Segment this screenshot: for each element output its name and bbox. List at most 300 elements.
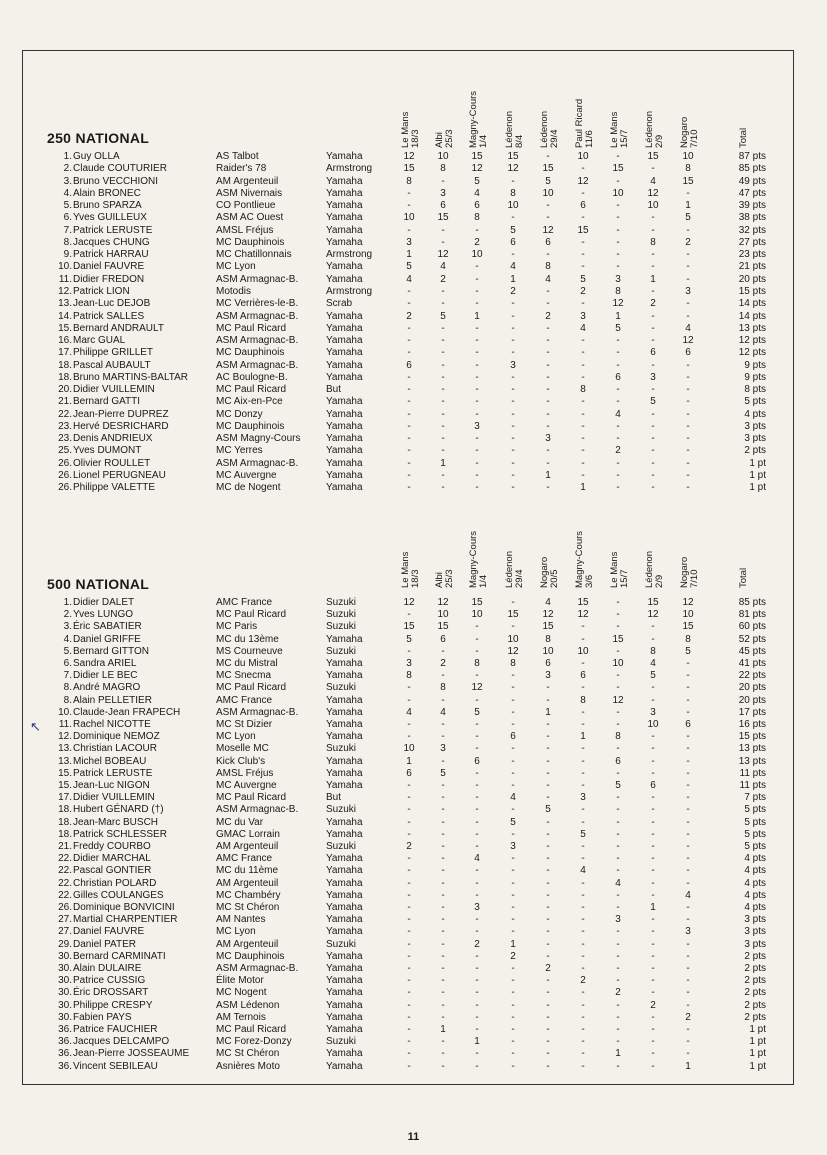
- rider-name-cell: Pascal AUBAULT: [73, 359, 151, 371]
- score-cell: -: [475, 633, 479, 645]
- score-cell: -: [407, 609, 411, 621]
- table-row: [22, 682, 794, 694]
- total-cell: 5 pts: [744, 396, 766, 408]
- rider-name-cell: Daniel FAUVRE: [73, 926, 145, 938]
- rank-cell: 15.: [58, 322, 72, 334]
- score-cell: 4: [615, 408, 621, 420]
- score-cell: -: [686, 658, 690, 669]
- score-cell: -: [651, 853, 655, 865]
- score-cell: -: [511, 1024, 515, 1035]
- score-cell: -: [407, 347, 411, 359]
- table-row: [22, 249, 794, 261]
- race-column-header: Nogaro 7/10: [679, 116, 700, 148]
- total-cell: 3 pts: [744, 433, 766, 445]
- rider-name-cell: Patrick LERUSTE: [73, 767, 153, 779]
- score-cell: 6: [685, 719, 691, 730]
- make-cell: Yamaha: [326, 865, 363, 877]
- rank-cell: 30.: [58, 963, 72, 974]
- rank-cell: 13.: [58, 298, 72, 310]
- rider-name-cell: Daniel FAUVRE: [73, 261, 145, 273]
- score-cell: 4: [474, 853, 480, 865]
- club-cell: AMC France: [216, 597, 273, 608]
- rank-cell: 13.: [58, 755, 72, 767]
- rider-name-cell: Patrick LERUSTE: [73, 224, 153, 236]
- score-cell: -: [616, 938, 620, 950]
- score-cell: -: [511, 975, 515, 987]
- score-cell: -: [581, 1048, 585, 1060]
- rider-name-cell: Jean-Marc BUSCH: [73, 816, 159, 828]
- rider-name-cell: Didier DALET: [73, 597, 135, 608]
- club-cell: MC St Chéron: [216, 902, 280, 913]
- score-cell: 10: [577, 645, 589, 657]
- score-cell: -: [546, 719, 550, 730]
- rider-name-cell: Guy OLLA: [73, 151, 120, 162]
- score-cell: -: [475, 1048, 479, 1060]
- score-cell: -: [686, 902, 690, 913]
- score-cell: -: [441, 384, 445, 396]
- score-cell: -: [616, 335, 620, 347]
- score-cell: 4: [440, 706, 446, 718]
- score-cell: 3: [406, 658, 412, 669]
- score-cell: -: [546, 682, 550, 694]
- score-cell: -: [651, 1011, 655, 1023]
- score-cell: -: [616, 853, 620, 865]
- score-cell: -: [407, 396, 411, 408]
- table-row: [22, 335, 794, 347]
- score-cell: -: [651, 621, 655, 633]
- score-cell: -: [475, 371, 479, 383]
- score-cell: -: [546, 408, 550, 420]
- rider-name-cell: Bernard CARMINATI: [73, 950, 166, 962]
- score-cell: -: [581, 938, 585, 950]
- score-cell: 10: [507, 633, 519, 645]
- score-cell: -: [546, 865, 550, 877]
- score-cell: 12: [403, 597, 415, 608]
- rank-cell: 14.: [58, 310, 72, 322]
- rank-cell: 8.: [63, 236, 72, 248]
- table-row: [22, 987, 794, 999]
- rank-cell: 26.: [58, 902, 72, 913]
- score-cell: 6: [580, 670, 586, 682]
- score-cell: 5: [650, 396, 656, 408]
- score-cell: -: [686, 470, 690, 482]
- total-cell: 39 pts: [738, 200, 766, 212]
- club-cell: MC du 11ème: [216, 865, 279, 877]
- score-cell: -: [686, 987, 690, 999]
- score-cell: 5: [685, 212, 691, 224]
- score-cell: 5: [406, 261, 412, 273]
- score-cell: -: [475, 359, 479, 371]
- total-cell: 22 pts: [738, 670, 766, 682]
- make-cell: Yamaha: [326, 310, 363, 322]
- score-cell: -: [407, 694, 411, 706]
- rider-name-cell: Bruno VECCHIONI: [73, 175, 159, 187]
- score-cell: -: [407, 470, 411, 482]
- make-cell: Yamaha: [326, 975, 363, 987]
- score-cell: 2: [474, 938, 480, 950]
- rider-name-cell: Hervé DESRICHARD: [73, 420, 169, 432]
- total-cell: 5 pts: [744, 816, 766, 828]
- score-cell: -: [407, 963, 411, 974]
- score-cell: -: [651, 731, 655, 743]
- score-cell: -: [651, 975, 655, 987]
- score-cell: 4: [510, 261, 516, 273]
- score-cell: -: [511, 719, 515, 730]
- score-cell: -: [651, 212, 655, 224]
- rider-name-cell: Didier MARCHAL: [73, 853, 151, 865]
- score-cell: 12: [577, 175, 589, 187]
- club-cell: AMC France: [216, 694, 273, 706]
- score-cell: 6: [685, 347, 691, 359]
- rank-cell: 4.: [63, 187, 72, 199]
- score-cell: 10: [682, 151, 694, 162]
- score-cell: 12: [403, 151, 415, 162]
- score-cell: 8: [685, 633, 691, 645]
- score-cell: -: [651, 420, 655, 432]
- score-cell: -: [407, 1024, 411, 1035]
- score-cell: 8: [580, 694, 586, 706]
- score-cell: -: [581, 816, 585, 828]
- score-cell: 15: [612, 633, 624, 645]
- table-row: [22, 597, 794, 609]
- table-row: [22, 975, 794, 987]
- rank-cell: 4.: [63, 633, 72, 645]
- score-cell: -: [651, 914, 655, 926]
- score-cell: -: [581, 999, 585, 1011]
- score-cell: 10: [612, 187, 624, 199]
- score-cell: -: [407, 902, 411, 913]
- score-cell: 10: [471, 249, 483, 261]
- score-cell: 1: [650, 273, 656, 285]
- score-cell: 15: [403, 163, 415, 175]
- total-cell: 15 pts: [738, 285, 766, 297]
- score-cell: -: [616, 261, 620, 273]
- score-cell: 15: [682, 175, 694, 187]
- score-cell: -: [511, 298, 515, 310]
- rank-cell: 6.: [63, 658, 72, 669]
- score-cell: -: [475, 877, 479, 889]
- rank-cell: 10.: [58, 261, 72, 273]
- score-cell: -: [511, 396, 515, 408]
- rider-name-cell: Patrick HARRAU: [73, 249, 149, 261]
- rider-name-cell: Jean-Luc NIGON: [73, 780, 150, 791]
- make-cell: Yamaha: [326, 470, 363, 482]
- score-cell: -: [686, 743, 690, 755]
- score-cell: 15: [471, 151, 483, 162]
- score-cell: -: [475, 719, 479, 730]
- rider-name-cell: Christian LACOUR: [73, 743, 157, 755]
- score-cell: 8: [510, 187, 516, 199]
- score-cell: -: [616, 645, 620, 657]
- score-cell: -: [616, 926, 620, 938]
- club-cell: AMSL Fréjus: [216, 767, 274, 779]
- score-cell: -: [546, 335, 550, 347]
- rider-name-cell: Didier VUILLEMIN: [73, 384, 155, 396]
- score-cell: -: [511, 694, 515, 706]
- score-cell: 8: [474, 658, 480, 669]
- club-cell: MC Snecma: [216, 670, 272, 682]
- score-cell: 15: [542, 621, 554, 633]
- score-cell: 2: [406, 841, 412, 852]
- rank-cell: 22.: [58, 408, 72, 420]
- make-cell: Yamaha: [326, 926, 363, 938]
- make-cell: Yamaha: [326, 224, 363, 236]
- club-cell: MC Aix-en-Pce: [216, 396, 283, 408]
- rank-cell: 23.: [58, 420, 72, 432]
- score-cell: 12: [471, 682, 483, 694]
- rank-cell: 30.: [58, 975, 72, 987]
- score-cell: 10: [437, 151, 449, 162]
- score-cell: 8: [685, 163, 691, 175]
- score-cell: 8: [545, 261, 551, 273]
- score-cell: -: [581, 767, 585, 779]
- rank-cell: 18.: [58, 816, 72, 828]
- score-cell: -: [475, 792, 479, 804]
- rider-name-cell: Bruno SPARZA: [73, 200, 142, 212]
- score-cell: -: [616, 1011, 620, 1023]
- rank-cell: 23.: [58, 433, 72, 445]
- club-cell: Élite Motor: [216, 975, 264, 987]
- score-cell: -: [651, 457, 655, 469]
- score-cell: 1: [406, 249, 412, 261]
- score-cell: -: [581, 853, 585, 865]
- make-cell: Yamaha: [326, 706, 363, 718]
- score-cell: -: [511, 743, 515, 755]
- table-row: [22, 482, 794, 494]
- club-cell: ASM Armagnac-B.: [216, 804, 299, 816]
- make-cell: Yamaha: [326, 212, 363, 224]
- score-cell: 5: [406, 633, 412, 645]
- rank-cell: 29.: [58, 938, 72, 950]
- score-cell: 2: [685, 1011, 691, 1023]
- table-row: [22, 274, 794, 286]
- score-cell: -: [441, 731, 445, 743]
- score-cell: 15: [542, 163, 554, 175]
- score-cell: -: [441, 396, 445, 408]
- score-cell: -: [581, 963, 585, 974]
- score-cell: -: [546, 938, 550, 950]
- total-cell: 32 pts: [738, 224, 766, 236]
- score-cell: -: [651, 743, 655, 755]
- score-cell: -: [581, 706, 585, 718]
- score-cell: 15: [403, 621, 415, 633]
- score-cell: -: [441, 1048, 445, 1060]
- rider-name-cell: Yves GUILLEUX: [73, 212, 147, 224]
- rider-name-cell: Patrick SCHLESSER: [73, 828, 167, 840]
- rank-cell: 2.: [63, 163, 72, 175]
- score-cell: 12: [577, 609, 589, 621]
- score-cell: -: [441, 347, 445, 359]
- score-cell: -: [581, 249, 585, 261]
- score-cell: -: [475, 273, 479, 285]
- total-cell: 60 pts: [738, 621, 766, 633]
- total-cell: 7 pts: [744, 792, 766, 804]
- table-row: [22, 804, 794, 816]
- score-cell: 8: [650, 645, 656, 657]
- score-cell: 1: [580, 482, 586, 494]
- make-cell: Yamaha: [326, 731, 363, 743]
- make-cell: Armstrong: [326, 163, 373, 175]
- make-cell: Suzuki: [326, 804, 357, 816]
- club-cell: AM Argenteuil: [216, 175, 279, 187]
- rider-name-cell: Daniel GRIFFE: [73, 633, 141, 645]
- score-cell: -: [441, 828, 445, 840]
- score-cell: 6: [615, 755, 621, 767]
- race-column-header: Lédenon 2/9: [644, 551, 665, 588]
- club-cell: ASM Armagnac-B.: [216, 359, 299, 371]
- make-cell: Yamaha: [326, 359, 363, 371]
- score-cell: 6: [650, 347, 656, 359]
- table-row: [22, 311, 794, 323]
- make-cell: Armstrong: [326, 249, 373, 261]
- table-row: [22, 384, 794, 396]
- score-cell: -: [651, 1036, 655, 1048]
- club-cell: AM Argenteuil: [216, 877, 279, 889]
- score-cell: -: [616, 212, 620, 224]
- table-row: [22, 963, 794, 975]
- rider-name-cell: Didier FREDON: [73, 273, 145, 285]
- rider-name-cell: Dominique BONVICINI: [73, 902, 175, 913]
- score-cell: -: [581, 877, 585, 889]
- club-cell: AM Nantes: [216, 914, 266, 926]
- total-cell: 2 pts: [744, 445, 766, 457]
- total-column-header: Total: [738, 127, 749, 148]
- score-cell: -: [475, 384, 479, 396]
- score-cell: -: [475, 322, 479, 334]
- score-cell: -: [616, 670, 620, 682]
- club-cell: AS Talbot: [216, 151, 259, 162]
- rank-cell: 16.: [58, 335, 72, 347]
- score-cell: -: [441, 322, 445, 334]
- score-cell: 12: [507, 163, 519, 175]
- total-cell: 21 pts: [738, 261, 766, 273]
- table-row: [22, 360, 794, 372]
- score-cell: 10: [403, 743, 415, 755]
- total-cell: 13 pts: [738, 322, 766, 334]
- score-cell: -: [511, 828, 515, 840]
- score-cell: 1: [545, 470, 551, 482]
- score-cell: -: [581, 950, 585, 962]
- rider-name-cell: Fabien PAYS: [73, 1011, 132, 1023]
- table-row: [22, 792, 794, 804]
- score-cell: 3: [474, 420, 480, 432]
- score-cell: -: [546, 285, 550, 297]
- rank-cell: 18.: [58, 359, 72, 371]
- score-cell: -: [616, 249, 620, 261]
- score-cell: -: [686, 865, 690, 877]
- score-cell: -: [616, 470, 620, 482]
- club-cell: MC Auvergne: [216, 780, 277, 791]
- rank-cell: 15.: [58, 767, 72, 779]
- total-cell: 16 pts: [738, 719, 766, 730]
- club-cell: MC Paul Ricard: [216, 1024, 287, 1035]
- rank-cell: 26.: [58, 457, 72, 469]
- rank-cell: 5.: [63, 645, 72, 657]
- race-column-header: Albi 25/3: [434, 569, 455, 588]
- total-cell: 1 pt: [749, 482, 766, 494]
- make-cell: Yamaha: [326, 950, 363, 962]
- total-cell: 1 pt: [749, 1048, 766, 1060]
- rider-name-cell: Jean-Pierre DUPREZ: [73, 408, 169, 420]
- score-cell: -: [475, 1024, 479, 1035]
- total-cell: 45 pts: [738, 645, 766, 657]
- rider-name-cell: Patrick SALLES: [73, 310, 145, 322]
- rider-name-cell: Michel BOBEAU: [73, 755, 147, 767]
- total-cell: 41 pts: [738, 658, 766, 669]
- score-cell: -: [686, 445, 690, 457]
- club-cell: MC Dauphinois: [216, 236, 285, 248]
- race-column-header: Magny-Cours 3/6: [574, 530, 595, 588]
- score-cell: -: [441, 755, 445, 767]
- score-cell: -: [581, 914, 585, 926]
- score-cell: -: [511, 249, 515, 261]
- score-cell: 8: [440, 163, 446, 175]
- score-cell: -: [441, 889, 445, 901]
- score-cell: -: [475, 889, 479, 901]
- make-cell: Yamaha: [326, 633, 363, 645]
- total-cell: 1 pt: [749, 1036, 766, 1048]
- total-cell: 20 pts: [738, 694, 766, 706]
- rank-cell: 27.: [58, 926, 72, 938]
- rank-cell: 8.: [63, 682, 72, 694]
- race-column-header: Nogaro 7/10: [679, 556, 700, 588]
- score-cell: -: [441, 1036, 445, 1048]
- score-cell: 3: [406, 236, 412, 248]
- score-cell: -: [546, 950, 550, 962]
- score-cell: -: [475, 743, 479, 755]
- table-row: [22, 347, 794, 359]
- make-cell: Yamaha: [326, 719, 363, 730]
- score-cell: -: [546, 975, 550, 987]
- race-column-header: Le Mans 18/3: [400, 111, 421, 148]
- rank-cell: 22.: [58, 877, 72, 889]
- score-cell: -: [616, 151, 620, 162]
- table-row: [22, 188, 794, 200]
- score-cell: -: [546, 999, 550, 1011]
- total-cell: 1 pt: [749, 470, 766, 482]
- score-cell: -: [546, 914, 550, 926]
- score-cell: 4: [406, 706, 412, 718]
- score-cell: 3: [650, 706, 656, 718]
- score-cell: -: [475, 963, 479, 974]
- race-column-header: Lédenon 2/9: [644, 111, 665, 148]
- score-cell: -: [407, 731, 411, 743]
- rank-cell: 13.: [58, 743, 72, 755]
- total-cell: 5 pts: [744, 804, 766, 816]
- score-cell: -: [651, 1024, 655, 1035]
- rider-name-cell: Patrice CUSSIG: [73, 975, 146, 987]
- score-cell: 1: [440, 457, 446, 469]
- rider-name-cell: Daniel PATER: [73, 938, 136, 950]
- score-cell: -: [407, 938, 411, 950]
- score-cell: 5: [685, 645, 691, 657]
- score-cell: 10: [612, 658, 624, 669]
- score-cell: -: [441, 841, 445, 852]
- rider-name-cell: Pascal GONTIER: [73, 865, 152, 877]
- score-cell: -: [407, 682, 411, 694]
- score-cell: -: [441, 335, 445, 347]
- score-cell: -: [686, 670, 690, 682]
- score-cell: -: [546, 889, 550, 901]
- total-cell: 20 pts: [738, 273, 766, 285]
- score-cell: -: [511, 865, 515, 877]
- score-cell: 2: [474, 236, 480, 248]
- score-cell: -: [651, 828, 655, 840]
- score-cell: 8: [615, 731, 621, 743]
- score-cell: -: [441, 938, 445, 950]
- score-cell: -: [407, 950, 411, 962]
- score-cell: 5: [615, 780, 621, 791]
